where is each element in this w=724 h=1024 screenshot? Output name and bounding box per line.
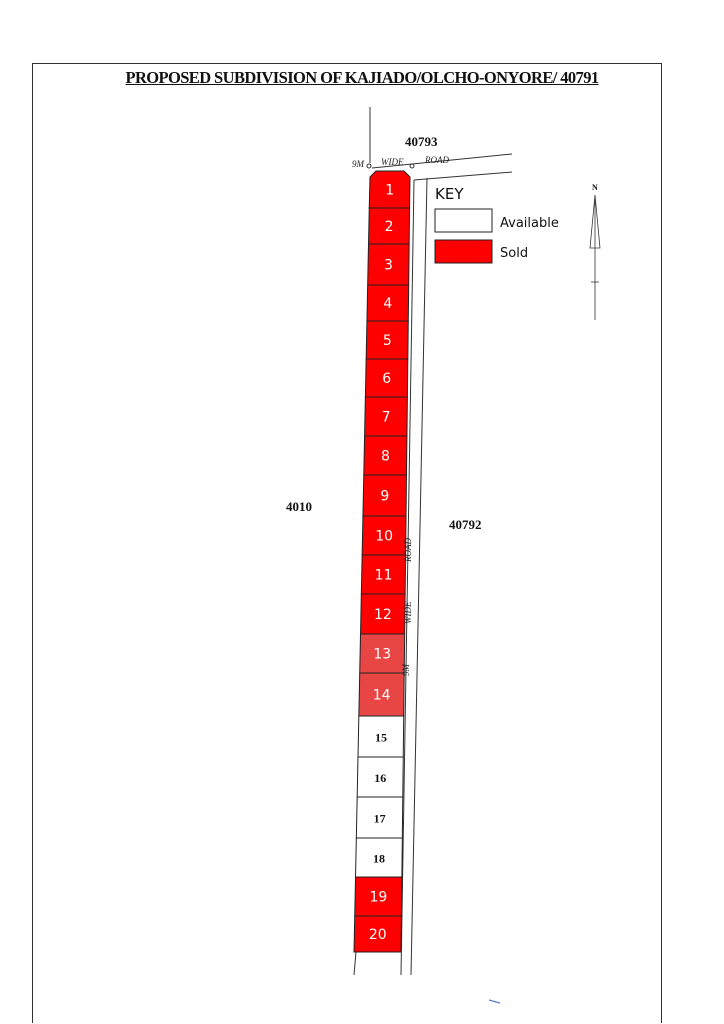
- north-road-line-bottom: [414, 172, 512, 180]
- north-road-wide: WIDE: [381, 157, 404, 167]
- plot-label-8: 8: [380, 448, 390, 465]
- north-arrow-icon: [590, 183, 600, 320]
- plot-label-18: 18: [373, 851, 386, 866]
- north-road-road: ROAD: [425, 155, 449, 165]
- beacon-marker: [410, 164, 414, 168]
- plot-label-4: 4: [383, 296, 393, 312]
- parcel-label-east: 40792: [449, 517, 482, 532]
- plot-label-12: 12: [373, 607, 392, 623]
- key-label-available: Available: [500, 216, 559, 231]
- east-road-width: 9M: [401, 664, 411, 676]
- plots: [354, 171, 410, 952]
- plot-label-6: 6: [382, 371, 392, 387]
- east-road-line-outer: [411, 178, 427, 975]
- beacon-marker: [367, 164, 371, 168]
- map-key: [435, 185, 559, 263]
- stray-mark: [489, 1000, 500, 1003]
- north-road-labels: [352, 155, 449, 169]
- map-title-text: PROPOSED SUBDIVISION OF KAJIADO/OLCHO-ONYORE/ 40791: [125, 68, 599, 87]
- plot-label-1: 1: [385, 182, 395, 199]
- key-title: KEY: [435, 185, 464, 203]
- key-label-sold: Sold: [500, 246, 529, 261]
- boundary-line-west-bottom: [354, 952, 356, 975]
- plot-label-9: 9: [380, 488, 390, 505]
- north-label: N: [592, 183, 598, 192]
- plot-label-2: 2: [384, 219, 394, 235]
- east-road-wide: WIDE: [403, 601, 413, 624]
- plot-label-20: 20: [368, 927, 387, 943]
- plot-label-19: 19: [369, 889, 388, 906]
- plot-label-16: 16: [374, 771, 387, 785]
- plot-label-3: 3: [384, 257, 393, 274]
- parcel-label-west: 4010: [286, 499, 312, 514]
- plot-label-13: 13: [373, 646, 392, 663]
- parcel-label-north: 40793: [405, 134, 438, 149]
- plot-label-10: 10: [375, 528, 394, 545]
- key-swatch-available: [435, 209, 492, 232]
- north-road-width: 9M: [352, 159, 364, 169]
- plot-label-7: 7: [381, 409, 391, 426]
- plot-label-11: 11: [374, 567, 393, 584]
- plot-label-15: 15: [374, 730, 387, 745]
- plot-label-5: 5: [382, 333, 392, 349]
- plot-label-14: 14: [372, 687, 391, 704]
- key-swatch-sold: [435, 240, 492, 263]
- plot-label-17: 17: [373, 811, 386, 826]
- east-road-road: ROAD: [403, 538, 413, 562]
